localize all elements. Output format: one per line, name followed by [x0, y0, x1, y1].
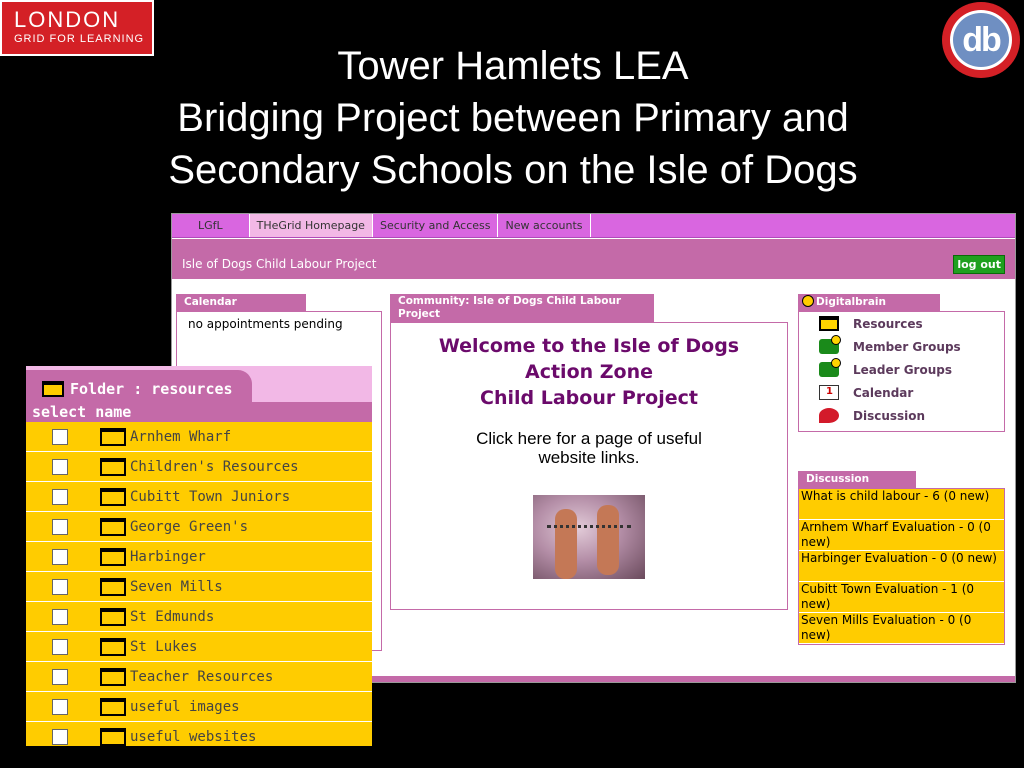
child-labour-photo — [533, 495, 645, 579]
calendar-status-text: no appointments pending — [188, 317, 343, 331]
discussion-item[interactable]: What is child labour - 6 (0 new) — [799, 489, 1004, 520]
select-checkbox[interactable] — [52, 579, 68, 595]
member-groups-icon — [819, 339, 839, 354]
db-link-label: Resources — [853, 316, 923, 331]
leader-groups-icon — [819, 362, 839, 377]
folder-icon — [100, 608, 126, 626]
folder-item-link[interactable]: useful websites — [130, 728, 257, 745]
smiley-icon — [802, 295, 814, 307]
folder-item-link[interactable]: St Lukes — [130, 638, 198, 655]
folder-icon — [100, 698, 126, 716]
folder-icon — [100, 548, 126, 566]
folder-row — [26, 602, 372, 632]
folder-icon — [100, 518, 126, 536]
select-checkbox[interactable] — [52, 459, 68, 475]
select-checkbox[interactable] — [52, 549, 68, 565]
col-select-header: select — [32, 403, 87, 421]
discussion-item[interactable]: Seven Mills Evaluation - 0 (0 new) — [799, 613, 1004, 644]
folder-row — [26, 692, 372, 722]
slide-title — [100, 40, 926, 196]
folder-header — [26, 366, 372, 402]
digitalbrain-tab-label: Digitalbrain — [816, 296, 886, 308]
useful-links-line: website links. — [538, 448, 640, 467]
digitalbrain-panel — [798, 311, 1005, 432]
folder-row — [26, 512, 372, 542]
folder-row — [26, 632, 372, 662]
db-link-label: Calendar — [853, 385, 914, 400]
folder-item-link[interactable]: Harbinger — [130, 548, 206, 565]
folder-item-link[interactable]: Arnhem Wharf — [130, 428, 232, 445]
calendar-icon — [819, 385, 839, 400]
lgfl-logo-line2: GRID FOR LEARNING — [14, 33, 145, 45]
slide-title-line: Bridging Project between Primary and — [177, 96, 849, 140]
folder-row — [26, 422, 372, 452]
folder-row — [26, 482, 372, 512]
slide-title-line: Tower Hamlets LEA — [337, 44, 689, 88]
community-panel-tab: Community: Isle of Dogs Child Labour Project — [390, 294, 654, 322]
useful-links-line: Click here for a page of useful — [476, 429, 702, 448]
folder-icon — [100, 728, 126, 746]
project-title: Isle of Dogs Child Labour Project — [182, 257, 377, 271]
db-link-label: Discussion — [853, 408, 926, 423]
folder-row — [26, 662, 372, 692]
folder-column-headers — [26, 402, 372, 422]
folder-row — [26, 572, 372, 602]
folder-icon — [819, 316, 839, 331]
folder-item-link[interactable]: St Edmunds — [130, 608, 215, 625]
tab-lgfl[interactable]: LGfL — [172, 214, 250, 237]
folder-item-link[interactable]: George Green's — [130, 518, 249, 535]
select-checkbox[interactable] — [52, 639, 68, 655]
digitalbrain-logo-text: db — [950, 10, 1012, 70]
col-name-header: name — [95, 403, 132, 421]
db-link-leader-groups[interactable] — [819, 362, 952, 377]
welcome-line: Child Labour Project — [480, 387, 698, 409]
folder-resources-panel — [26, 366, 372, 746]
discussion-item[interactable]: Cubitt Town Evaluation - 1 (0 new) — [799, 582, 1004, 613]
db-link-label: Member Groups — [853, 339, 961, 354]
db-link-discussion[interactable] — [819, 408, 925, 423]
select-checkbox[interactable] — [52, 729, 68, 745]
lgfl-logo-line1: LONDON — [14, 7, 121, 32]
community-panel — [390, 322, 788, 610]
db-link-calendar[interactable] — [819, 385, 913, 400]
folder-icon — [42, 381, 64, 397]
project-header-bar — [172, 239, 1015, 279]
folder-row — [26, 452, 372, 482]
folder-icon — [100, 668, 126, 686]
db-link-label: Leader Groups — [853, 362, 952, 377]
select-checkbox[interactable] — [52, 519, 68, 535]
useful-links-link[interactable] — [391, 429, 787, 467]
tab-new-accounts[interactable]: New accounts — [498, 214, 590, 237]
tab-security-and-access[interactable]: Security and Access — [373, 214, 499, 237]
folder-item-link[interactable]: Seven Mills — [130, 578, 223, 595]
welcome-line: Welcome to the Isle of Dogs — [438, 335, 740, 357]
folder-item-link[interactable]: useful images — [130, 698, 240, 715]
folder-title: Folder : resources — [70, 380, 233, 398]
welcome-line: Action Zone — [525, 361, 653, 383]
db-link-member-groups[interactable] — [819, 339, 961, 354]
folder-row — [26, 542, 372, 572]
discussion-panel-tab: Discussion — [798, 471, 916, 488]
folder-item-link[interactable]: Teacher Resources — [130, 668, 274, 685]
folder-title-tab — [26, 370, 252, 402]
digitalbrain-panel-tab — [798, 294, 940, 311]
folder-item-link[interactable]: Cubitt Town Juniors — [130, 488, 291, 505]
folder-icon — [100, 458, 126, 476]
db-link-resources[interactable] — [819, 316, 923, 331]
slide-title-line: Secondary Schools on the Isle of Dogs — [168, 148, 858, 192]
welcome-heading — [391, 333, 787, 411]
select-checkbox[interactable] — [52, 429, 68, 445]
top-tab-bar — [172, 214, 1015, 238]
folder-icon — [100, 578, 126, 596]
folder-item-link[interactable]: Children's Resources — [130, 458, 299, 475]
digitalbrain-logo — [942, 2, 1020, 78]
discussion-list — [798, 488, 1005, 645]
folder-icon — [100, 638, 126, 656]
select-checkbox[interactable] — [52, 669, 68, 685]
calendar-panel-tab: Calendar — [176, 294, 306, 311]
discussion-icon — [819, 408, 839, 423]
folder-row — [26, 722, 372, 746]
discussion-item[interactable]: Harbinger Evaluation - 0 (0 new) — [799, 551, 1004, 582]
discussion-item[interactable]: Arnhem Wharf Evaluation - 0 (0 new) — [799, 520, 1004, 551]
folder-icon — [100, 428, 126, 446]
logout-button[interactable]: log out — [953, 255, 1005, 274]
folder-icon — [100, 488, 126, 506]
select-checkbox[interactable] — [52, 609, 68, 625]
select-checkbox[interactable] — [52, 489, 68, 505]
select-checkbox[interactable] — [52, 699, 68, 715]
tab-thegrid-homepage[interactable]: THeGrid Homepage — [250, 214, 373, 237]
